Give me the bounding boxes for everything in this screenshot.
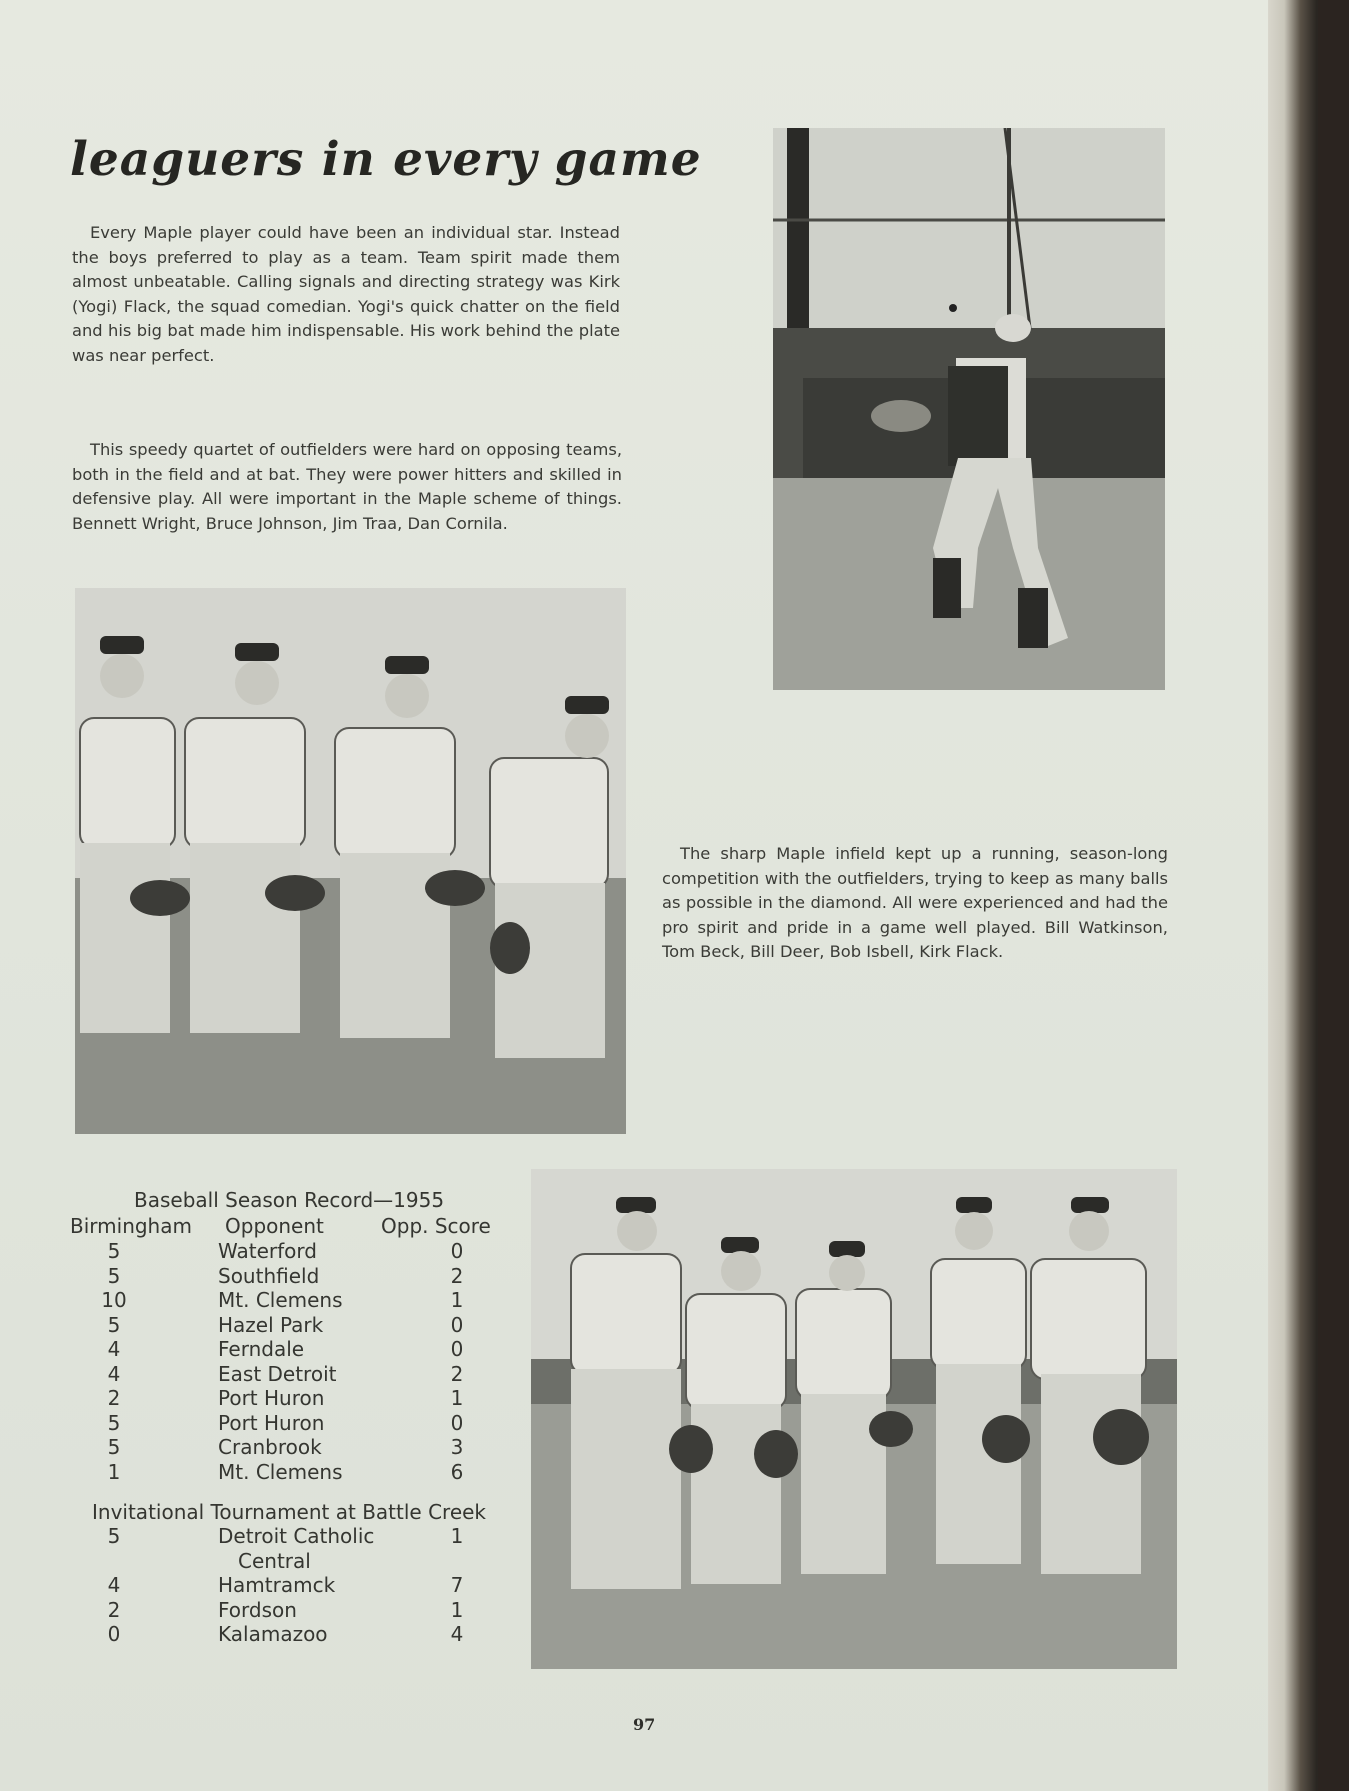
home-score: 4 (107, 1573, 121, 1597)
opponent-score: 2 (450, 1361, 464, 1386)
home-score: 1 (107, 1459, 121, 1484)
game-row (70, 1337, 516, 1362)
opponent-name: East Detroit (218, 1361, 337, 1386)
game-row (70, 1460, 516, 1485)
outfielders-photo (75, 588, 626, 1134)
book-spine-shadow (1318, 0, 1349, 1791)
opponent-score: 0 (450, 1337, 464, 1361)
opponent-score: 0 (450, 1410, 464, 1435)
opponent-score: 0 (450, 1312, 464, 1337)
home-score: 10 (101, 1288, 127, 1312)
opponent-line-1: Detroit Catholic (218, 1524, 375, 1548)
game-row (70, 1288, 516, 1313)
tournament-row (70, 1524, 516, 1573)
season-games (70, 1239, 516, 1484)
infield-paragraph: The sharp Maple infield kept up a running, season-long competition with the outfielders, trying to keep as many balls as possible in the diamond. All were experienced and had the pro spirit and pride in a game well played. Bill Watkinson, Tom Beck, Bill Deer, Bob Isbell, Kirk Flack. (662, 844, 1168, 961)
opponent-score: 4 (450, 1622, 464, 1646)
opponent-score: 6 (450, 1459, 464, 1484)
opponent-score: 1 (450, 1386, 464, 1410)
home-score: 5 (107, 1312, 121, 1337)
opponent-score: 0 (450, 1239, 464, 1263)
opponent-name: Southfield (218, 1263, 320, 1288)
home-score: 4 (107, 1361, 121, 1386)
opponent-name: Ferndale (218, 1337, 305, 1361)
season-record-header (70, 1214, 516, 1238)
home-score: 4 (107, 1337, 121, 1361)
opponent-name: Mt. Clemens (218, 1288, 343, 1312)
opponent-score: 1 (450, 1597, 464, 1622)
opponent-score: 1 (450, 1288, 464, 1312)
opponent-score: 3 (450, 1435, 464, 1459)
tournament-games (70, 1524, 516, 1647)
tournament-title: Invitational Tournament at Battle Creek (92, 1500, 487, 1524)
header-birmingham: Birmingham (70, 1214, 192, 1238)
opponent-score: 1 (450, 1524, 464, 1548)
opponent-name: Fordson (218, 1597, 297, 1622)
opponent-score: 7 (450, 1573, 464, 1597)
outfielders-paragraph: This speedy quartet of outfielders were hard on opposing teams, both in the field and at bat. They were power hitters and skilled in defensive play. All were important in the Maple scheme of things. Bennett Wright, Bruce Johnson, Jim Traa, Dan Cornila. (72, 440, 622, 533)
header-opponent: Opponent (225, 1214, 324, 1238)
home-score: 5 (107, 1524, 121, 1548)
home-score: 5 (107, 1239, 121, 1263)
home-score: 5 (107, 1435, 121, 1459)
opponent-name: Port Huron (218, 1386, 325, 1410)
opponent-name: Hazel Park (218, 1312, 324, 1337)
game-row (70, 1239, 516, 1264)
catcher-photo (773, 128, 1165, 690)
opponent-name: Waterford (218, 1239, 317, 1263)
home-score: 5 (107, 1410, 121, 1435)
page-number: 97 (633, 1715, 656, 1734)
opponent-line-2: Central (238, 1548, 311, 1573)
opponent-name: Mt. Clemens (218, 1459, 343, 1484)
opponent-score: 2 (450, 1263, 464, 1288)
game-row (70, 1362, 516, 1387)
opponent-name: Kalamazoo (218, 1622, 328, 1646)
home-score: 5 (107, 1263, 121, 1288)
opponent-name (218, 1524, 374, 1573)
infield-photo (531, 1169, 1177, 1669)
game-row (70, 1264, 516, 1289)
tournament-row (70, 1598, 516, 1623)
header-opp-score: Opp. Score (381, 1214, 491, 1238)
game-row (70, 1435, 516, 1460)
game-row (70, 1411, 516, 1436)
tournament-row (70, 1622, 516, 1647)
home-score: 2 (107, 1597, 121, 1622)
opponent-name: Cranbrook (218, 1435, 322, 1459)
season-record-title: Baseball Season Record—1955 (134, 1188, 445, 1212)
catcher-paragraph: Every Maple player could have been an individual star. Instead the boys preferred to play as a team. Team spirit made them almost unbeatable. Calling signals and directing strategy was Kirk (Yogi) Flack, the squad comedian. Yogi's quick chatter on the field and his big bat made him indispensable. His work behind the plate was near perfect. (72, 223, 620, 365)
opponent-name: Port Huron (218, 1410, 325, 1435)
home-score: 0 (107, 1622, 121, 1646)
game-row (70, 1386, 516, 1411)
opponent-name: Hamtramck (218, 1573, 336, 1597)
page-title: leaguers in every game (70, 132, 702, 187)
game-row (70, 1313, 516, 1338)
home-score: 2 (107, 1386, 121, 1410)
tournament-row (70, 1573, 516, 1598)
